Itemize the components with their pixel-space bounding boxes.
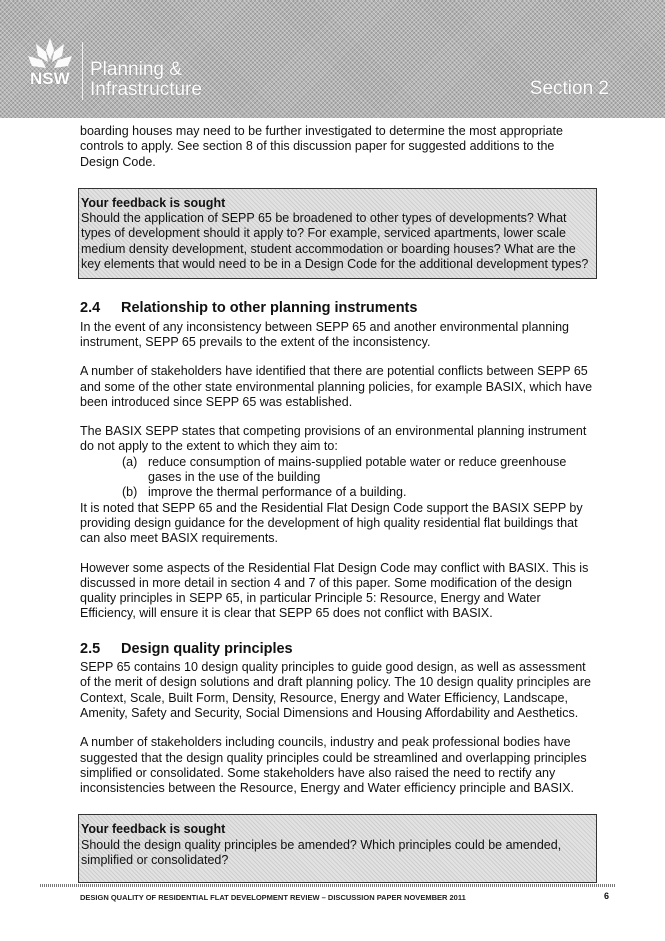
agency-name xyxy=(90,60,202,100)
section-title: Design quality principles xyxy=(121,640,293,657)
feedback-box-2 xyxy=(78,814,597,883)
section-title: Relationship to other planning instruments xyxy=(121,300,418,317)
intro-paragraph: boarding houses may need to be further investigated to determine the most appropriate controls to apply. See section 8 of this discussion paper for suggested additions to the Design Code. xyxy=(80,124,563,169)
list-item xyxy=(80,485,595,500)
list-label: (b) xyxy=(122,485,138,500)
section-heading-2-5 xyxy=(80,642,595,657)
section-number: 2.4 xyxy=(80,300,101,317)
footer-text: DESIGN QUALITY OF RESIDENTIAL FLAT DEVELOPMENT REVIEW – DISCUSSION PAPER NOVEMBER 2011 xyxy=(80,893,466,902)
feedback-title: Your feedback is sought xyxy=(81,195,226,210)
section-heading-2-4 xyxy=(80,301,595,316)
paragraph: A number of stakeholders have identified that there are potential conflicts between SEPP 65 and some of the other state environmental planning policies, for example BASIX, which have been introduced since SEPP 65 was established. xyxy=(80,364,593,409)
paragraph: In the event of any inconsistency between SEPP 65 and another environmental planning instrument, SEPP 65 prevails to the extent of the inconsistency. xyxy=(80,319,569,349)
feedback-body: Should the design quality principles be amended? Which principles could be amended, simplified or consolidated? xyxy=(81,837,562,867)
list-label: (a) xyxy=(122,454,138,469)
feedback-body: Should the application of SEPP 65 be broadened to other types of developments? What types of development should it apply to? For example, serviced apartments, lower scale medium density development, student accommodation or boarding houses? What are the key elements that would need to be in a Design Code for the additional development types? xyxy=(81,211,589,272)
basix-aims-list xyxy=(80,455,595,501)
header-divider xyxy=(82,42,83,100)
paragraph: SEPP 65 contains 10 design quality principles to guide good design, as well as assessment of the merit of design solutions and draft planning policy. The 10 design quality principles are Context, Scale, Built Form, Density, Resource, Energy and Water Efficiency, Landscape, Amenity, Safety and Security, Social Dimensions and Housing Affordability and Aesthetics. xyxy=(80,660,591,720)
list-text: improve the thermal performance of a building. xyxy=(148,485,407,500)
feedback-title: Your feedback is sought xyxy=(81,822,226,837)
paragraph: A number of stakeholders including councils, industry and peak professional bodies have suggested that the design quality principles could be streamlined and overlapping principles simplified or consolidated. Some stakeholders have also raised the need to rectify any inconsistencies between the Resource, Energy and Water efficiency principle and BASIX. xyxy=(80,735,587,796)
footer-divider xyxy=(40,884,615,887)
agency-line-1: Planning & xyxy=(90,59,182,80)
page-header xyxy=(0,0,665,118)
page-number: 6 xyxy=(603,891,609,901)
agency-line-2: Infrastructure xyxy=(90,79,202,100)
feedback-box-1 xyxy=(78,188,597,279)
paragraph: The BASIX SEPP states that competing provisions of an environmental planning instrument do not apply to the extent to which they aim to: xyxy=(80,424,587,454)
paragraph: It is noted that SEPP 65 and the Residential Flat Design Code support the BASIX SEPP by providing design guidance for the development of high quality residential flat buildings that can also meet BASIX requirements. xyxy=(80,500,583,546)
section-number: 2.5 xyxy=(80,640,101,657)
list-item xyxy=(80,455,595,486)
logo-text: NSW xyxy=(30,69,70,88)
list-text: reduce consumption of mains-supplied potable water or reduce greenhouse gases in the use of the building xyxy=(148,454,567,485)
paragraph: However some aspects of the Residential Flat Design Code may conflict with BASIX. This is discussed in more detail in section 4 and 7 of this paper. Some modification of the design quality principles in SEPP 65, in particular Principle 5: Resource, Energy and Water Efficiency, will ensure it is clear that SEPP 65 does not conflict with BASIX. xyxy=(80,560,589,621)
section-label: Section 2 xyxy=(529,78,609,99)
page-body xyxy=(80,124,595,905)
